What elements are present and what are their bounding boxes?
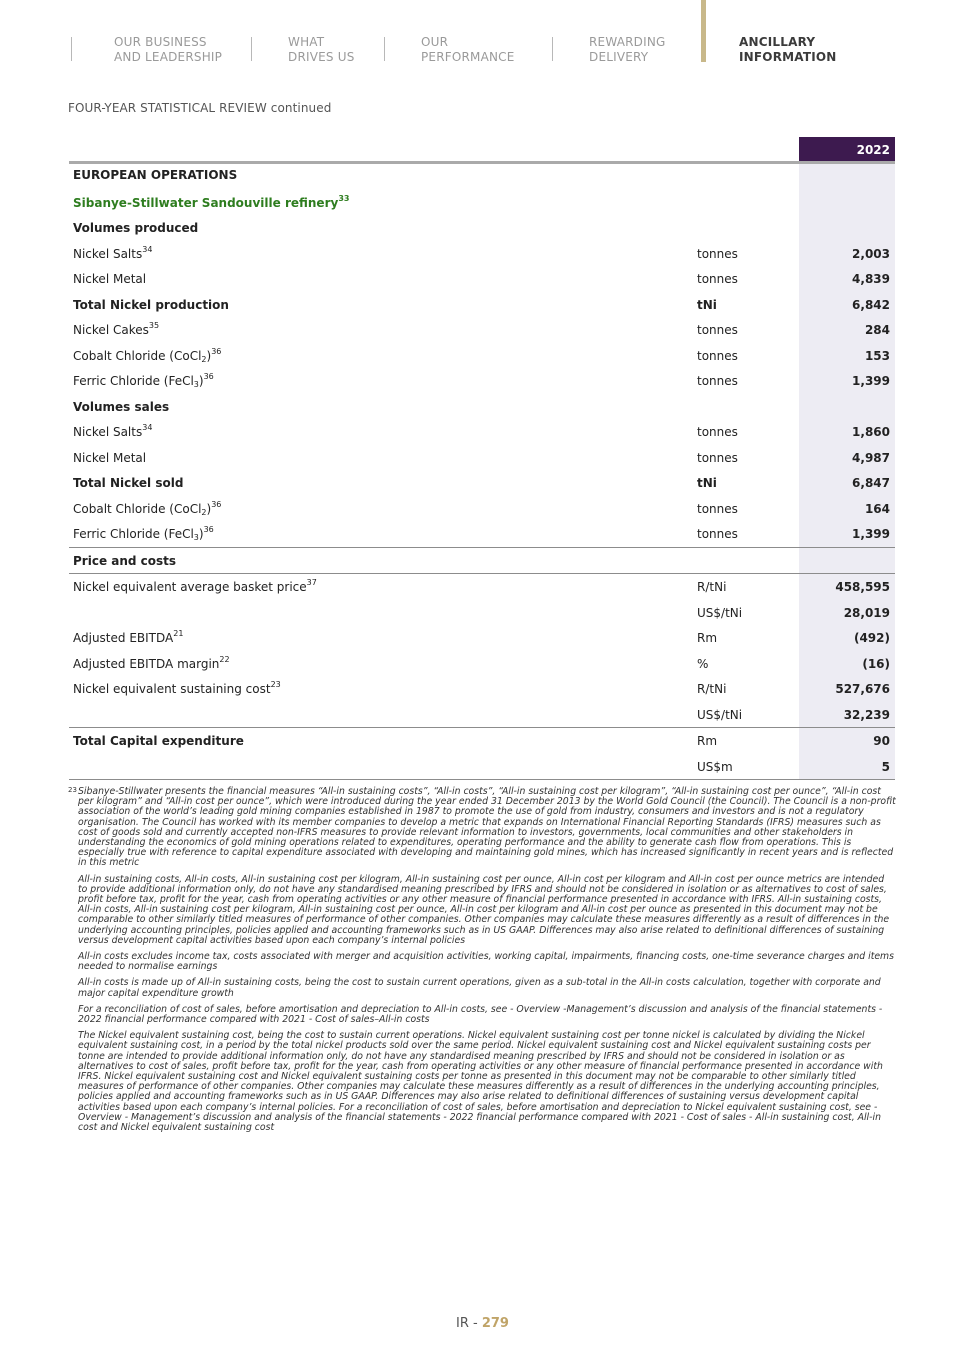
row-label-text: Nickel Salts [73, 425, 143, 439]
row-value: 1,860 [852, 425, 890, 439]
nav-separator [251, 37, 252, 61]
nav-active-indicator [701, 0, 706, 62]
footer-prefix: IR - [456, 1316, 482, 1331]
row-value: 32,239 [843, 707, 890, 722]
table-row [69, 496, 895, 522]
row-label [73, 374, 214, 388]
row-value: 28,019 [843, 605, 890, 620]
chemical-subscript: 2 [201, 354, 207, 364]
row-unit: tonnes [697, 272, 738, 286]
section-title [68, 101, 331, 115]
row-value: 6,842 [852, 297, 890, 312]
row-label: Nickel Metal [73, 450, 147, 465]
row-unit: tonnes [697, 425, 738, 439]
row-label-text: Cobalt Chloride (CoCl [73, 348, 202, 363]
footnotes [68, 787, 896, 1139]
row-value: 4,987 [852, 450, 890, 465]
row-label: Total Nickel production [73, 297, 229, 312]
row-label: Volumes sales [73, 399, 170, 414]
row-label [73, 193, 350, 210]
table-row [69, 292, 895, 318]
nav-separator [71, 37, 72, 61]
row-value: 527,676 [835, 682, 890, 696]
footnote-paragraph: All-in costs is made up of All-in sustaining costs, being the cost to sustain current operations, given as a sub-total in the All-in costs calculation, together with corporate and major capital expenditure growth [78, 977, 881, 999]
nav-label: OUR [421, 35, 449, 49]
row-label-text: Nickel Cakes [73, 323, 149, 337]
table-row [69, 651, 895, 677]
row-value: 153 [864, 348, 890, 363]
row-label [73, 346, 222, 364]
nav-label: AND LEADERSHIP [114, 50, 223, 64]
section-title-text: FOUR-YEAR STATISTICAL REVIEW [68, 101, 267, 115]
row-label [73, 323, 159, 337]
footnote-ref: 36 [211, 346, 222, 356]
table-row [69, 164, 895, 190]
row-unit: US$/tNi [697, 605, 743, 620]
row-label [73, 527, 214, 541]
row-label-text: Nickel equivalent sustaining cost [73, 682, 271, 696]
footnote-23 [68, 786, 896, 869]
row-unit: tonnes [697, 323, 738, 337]
row-value: 1,399 [852, 374, 890, 388]
row-label-text: Ferric Chloride (FeCl [73, 527, 194, 541]
nav-separator [384, 37, 385, 61]
page-number: 279 [481, 1316, 509, 1331]
row-unit: % [697, 656, 709, 671]
nav-item-rewarding-delivery[interactable] [589, 35, 666, 65]
nav-separator [552, 37, 553, 61]
nav-item-what-drives-us[interactable] [288, 35, 355, 65]
section-title-suffix: continued [270, 101, 332, 115]
footnote-number: 23 [68, 786, 77, 794]
row-value: 164 [864, 501, 890, 516]
footnote-ref: 36 [203, 372, 214, 381]
table-row [69, 702, 895, 729]
row-label: Nickel Metal [73, 272, 147, 286]
footnote-ref: 23 [270, 680, 281, 689]
row-label-text: ) [198, 374, 204, 388]
row-value: 5 [881, 759, 890, 774]
row-label-text: ) [206, 348, 212, 363]
footnote-ref: 34 [142, 423, 153, 432]
row-unit: tonnes [697, 501, 738, 516]
chemical-subscript: 3 [193, 533, 199, 542]
chemical-subscript: 2 [201, 507, 207, 517]
nav-label: OUR BUSINESS [114, 35, 207, 49]
statistics-table [69, 137, 895, 780]
nav-label: WHAT [288, 35, 325, 49]
row-label-text: ) [206, 501, 212, 516]
row-label-text: Cobalt Chloride (CoCl [73, 501, 202, 516]
nav-label: REWARDING [589, 35, 666, 49]
table-row [69, 190, 895, 216]
row-unit: US$m [697, 759, 733, 774]
row-label-text: Ferric Chloride (FeCl [73, 374, 194, 388]
table-row [69, 521, 895, 548]
table-header-row [69, 137, 895, 164]
table-row [69, 394, 895, 420]
row-value: 4,839 [852, 272, 890, 286]
row-unit: tNi [697, 476, 717, 490]
nav-item-our-business[interactable] [114, 35, 222, 65]
top-navigation [0, 0, 965, 80]
table-row [69, 600, 895, 626]
nav-item-our-performance[interactable] [421, 35, 515, 65]
nav-label: DELIVERY [589, 50, 649, 64]
table-row [69, 241, 895, 267]
footnote-ref: 36 [203, 525, 214, 534]
row-label [73, 580, 317, 594]
row-label-text: Nickel equivalent average basket price [73, 580, 307, 594]
row-value: 458,595 [835, 580, 890, 594]
nav-item-ancillary-information[interactable] [739, 35, 837, 65]
nav-label: INFORMATION [739, 50, 837, 64]
page-footer [0, 1316, 965, 1331]
row-unit: R/tNi [697, 580, 727, 594]
year-header: 2022 [799, 137, 895, 161]
row-value: (16) [862, 656, 890, 671]
footnote-ref: 34 [142, 244, 153, 254]
row-label: Price and costs [73, 553, 177, 568]
footnote-paragraph: For a reconciliation of cost of sales, before amortisation and depreciation to All-in costs, see - Overview -Management’s discussion and analysis of the financial statements - 2022 financial performance compared with 2021 - Cost of sales–All-in costs [78, 1003, 883, 1026]
table-row [69, 445, 895, 471]
footnote-ref: 21 [173, 629, 184, 638]
row-label-text: Adjusted EBITDA margin [73, 656, 220, 671]
row-label [73, 425, 152, 439]
table-row [69, 215, 895, 241]
row-label: Total Nickel sold [73, 476, 184, 490]
row-unit: R/tNi [697, 682, 727, 696]
footnote-ref: 37 [306, 578, 317, 587]
footnote-paragraph: The Nickel equivalent sustaining cost, being the cost to sustain current operations. Nickel equivalent sustaining cost per tonne nickel is calculated by dividing the Nickel equivalent sustaining cost, in a period by the total nickel products sold over the same period. Nickel equivalent sustaining cost and Nickel equivalent sustaining costs per tonne are intended to provide additional information only, do not have any standardised meaning prescribed by IFRS and should not be considered in isolation or as alternatives to cost of sales, profit before tax, profit for the year, cash from operating activities or any other measure of financial performance presented in accordance with IFRS. Nickel equivalent sustaining cost and Nickel equivalent sustaining costs per tonne as presented in this document may not be comparable to other similarly titled measures of performance of other companies. Other companies may calculate these measures differently as a result of differences in the underlying accounting principles, policies applied and accounting frameworks such as in US GAAP. Differences may also arise related to definitional differences of sustaining versus development capital activities based upon each company’s internal policies. For a reconciliation of cost of sales, before amortisation and depreciation to Nickel equivalent sustaining cost, see - Overview - Management’s discussion and analysis of the financial statements - 2022 financial performance compared with 2021 - Cost of sales - All-in sustaining cost, All-in cost and Nickel equivalent sustaining cost [78, 1030, 883, 1134]
row-label-text: Nickel Salts [73, 246, 143, 261]
row-label [73, 631, 183, 645]
row-label [73, 682, 281, 696]
table-row [69, 676, 895, 702]
row-value: (492) [853, 631, 890, 645]
table-row [69, 343, 895, 369]
row-unit: tonnes [697, 450, 738, 465]
row-label-text: ) [198, 527, 204, 541]
nav-label: PERFORMANCE [421, 50, 515, 64]
row-label: Total Capital expenditure [73, 734, 244, 748]
table-row [69, 574, 895, 600]
table-row [69, 419, 895, 445]
footnote-paragraph: All-in costs excludes income tax, costs associated with merger and acquisition activities, working capital, impairments, financing costs, one-time severance charges and items needed to normalise earnings [78, 951, 894, 973]
row-label [73, 654, 230, 671]
row-label: Volumes produced [73, 221, 199, 235]
row-value: 90 [873, 734, 890, 748]
row-label-text: Sibanye-Stillwater Sandouville refinery [73, 195, 339, 210]
row-unit: tNi [697, 297, 717, 312]
row-value: 2,003 [852, 246, 890, 261]
row-value: 284 [864, 323, 890, 337]
row-value: 1,399 [852, 527, 890, 541]
nav-label: DRIVES US [288, 50, 355, 64]
row-unit: US$/tNi [697, 707, 743, 722]
table-row [69, 266, 895, 292]
chemical-subscript: 3 [193, 380, 199, 389]
nav-label: ANCILLARY [739, 35, 816, 49]
footnote-paragraph: All-in sustaining costs, All-in costs, All-in sustaining cost per kilogram, All-in sustaining cost per ounce, All-in cost per kilogram and All-in cost per ounce metrics are intended to provide additional information only, do not have any standardised meaning prescribed by IFRS and should not be considered in isolation or as alternatives to cost of sales, profit before tax, profit for the year, cash from operating activities or any other measure of financial performance presented in accordance with IFRS. All-in sustaining costs, All-in costs, All-in sustaining cost per kilogram, All-in sustaining cost per ounce, All-in cost per kilogram and All-in cost per ounce as presented in this document may not be comparable to other similarly titled measures of performance of other companies. Other companies may calculate these measures differently as a result of differences in the underlying accounting principles, policies applied and accounting frameworks such as in US GAAP. Differences may also arise related to definitional differences of sustaining versus development capital activities based upon each company’s internal policies [78, 873, 890, 946]
row-label [73, 499, 222, 517]
row-unit: tonnes [697, 246, 738, 261]
table-row [69, 625, 895, 651]
table-row [69, 548, 895, 575]
row-label [73, 244, 153, 261]
table-row [69, 470, 895, 496]
row-unit: Rm [697, 734, 718, 748]
row-unit: tonnes [697, 527, 738, 541]
table-row [69, 317, 895, 343]
row-unit: Rm [697, 631, 718, 645]
table-row [69, 728, 895, 754]
row-label-text: Adjusted EBITDA [73, 631, 174, 645]
row-value: 6,847 [852, 476, 890, 490]
table-row [69, 754, 895, 781]
row-unit: tonnes [697, 348, 738, 363]
footnote-ref: 33 [338, 193, 350, 203]
footnote-ref: 36 [211, 499, 222, 509]
footnote-ref: 22 [219, 654, 230, 664]
row-label: EUROPEAN OPERATIONS [73, 168, 238, 182]
footnote-text: Sibanye-Stillwater presents the financial measures “All-in sustaining costs”, “All-in costs”, “All-in sustaining cost per kilogram”, “All-in sustaining cost per ounce”, “All-in cost per kilogram” and “All-in cost per ounce”, which were introduced during the year ended 31 December 2013 by the World Gold Council (the Council). The Council is a non-profit association of the world’s leading gold mining companies established in 1987 to promote the use of gold from industry, consumers and investors and is not a regulatory organisation. The Council has worked with its member companies to develop a metric that expands on International Financial Reporting Standards (IFRS) measures such as cost of goods sold and currently accepted non-IFRS measures to provide relevant information to investors, governments, local communities and other stakeholders in understanding the economics of gold mining operations related to expenditures, operating performance and the ability to generate cash flow from operations. This is especially true with reference to capital expenditure associated with developing and maintaining gold mines, which has increased significantly in recent years and is reflected in this metric [78, 786, 896, 869]
table-row [69, 368, 895, 394]
footnote-ref: 35 [148, 321, 160, 330]
row-unit: tonnes [697, 374, 738, 388]
